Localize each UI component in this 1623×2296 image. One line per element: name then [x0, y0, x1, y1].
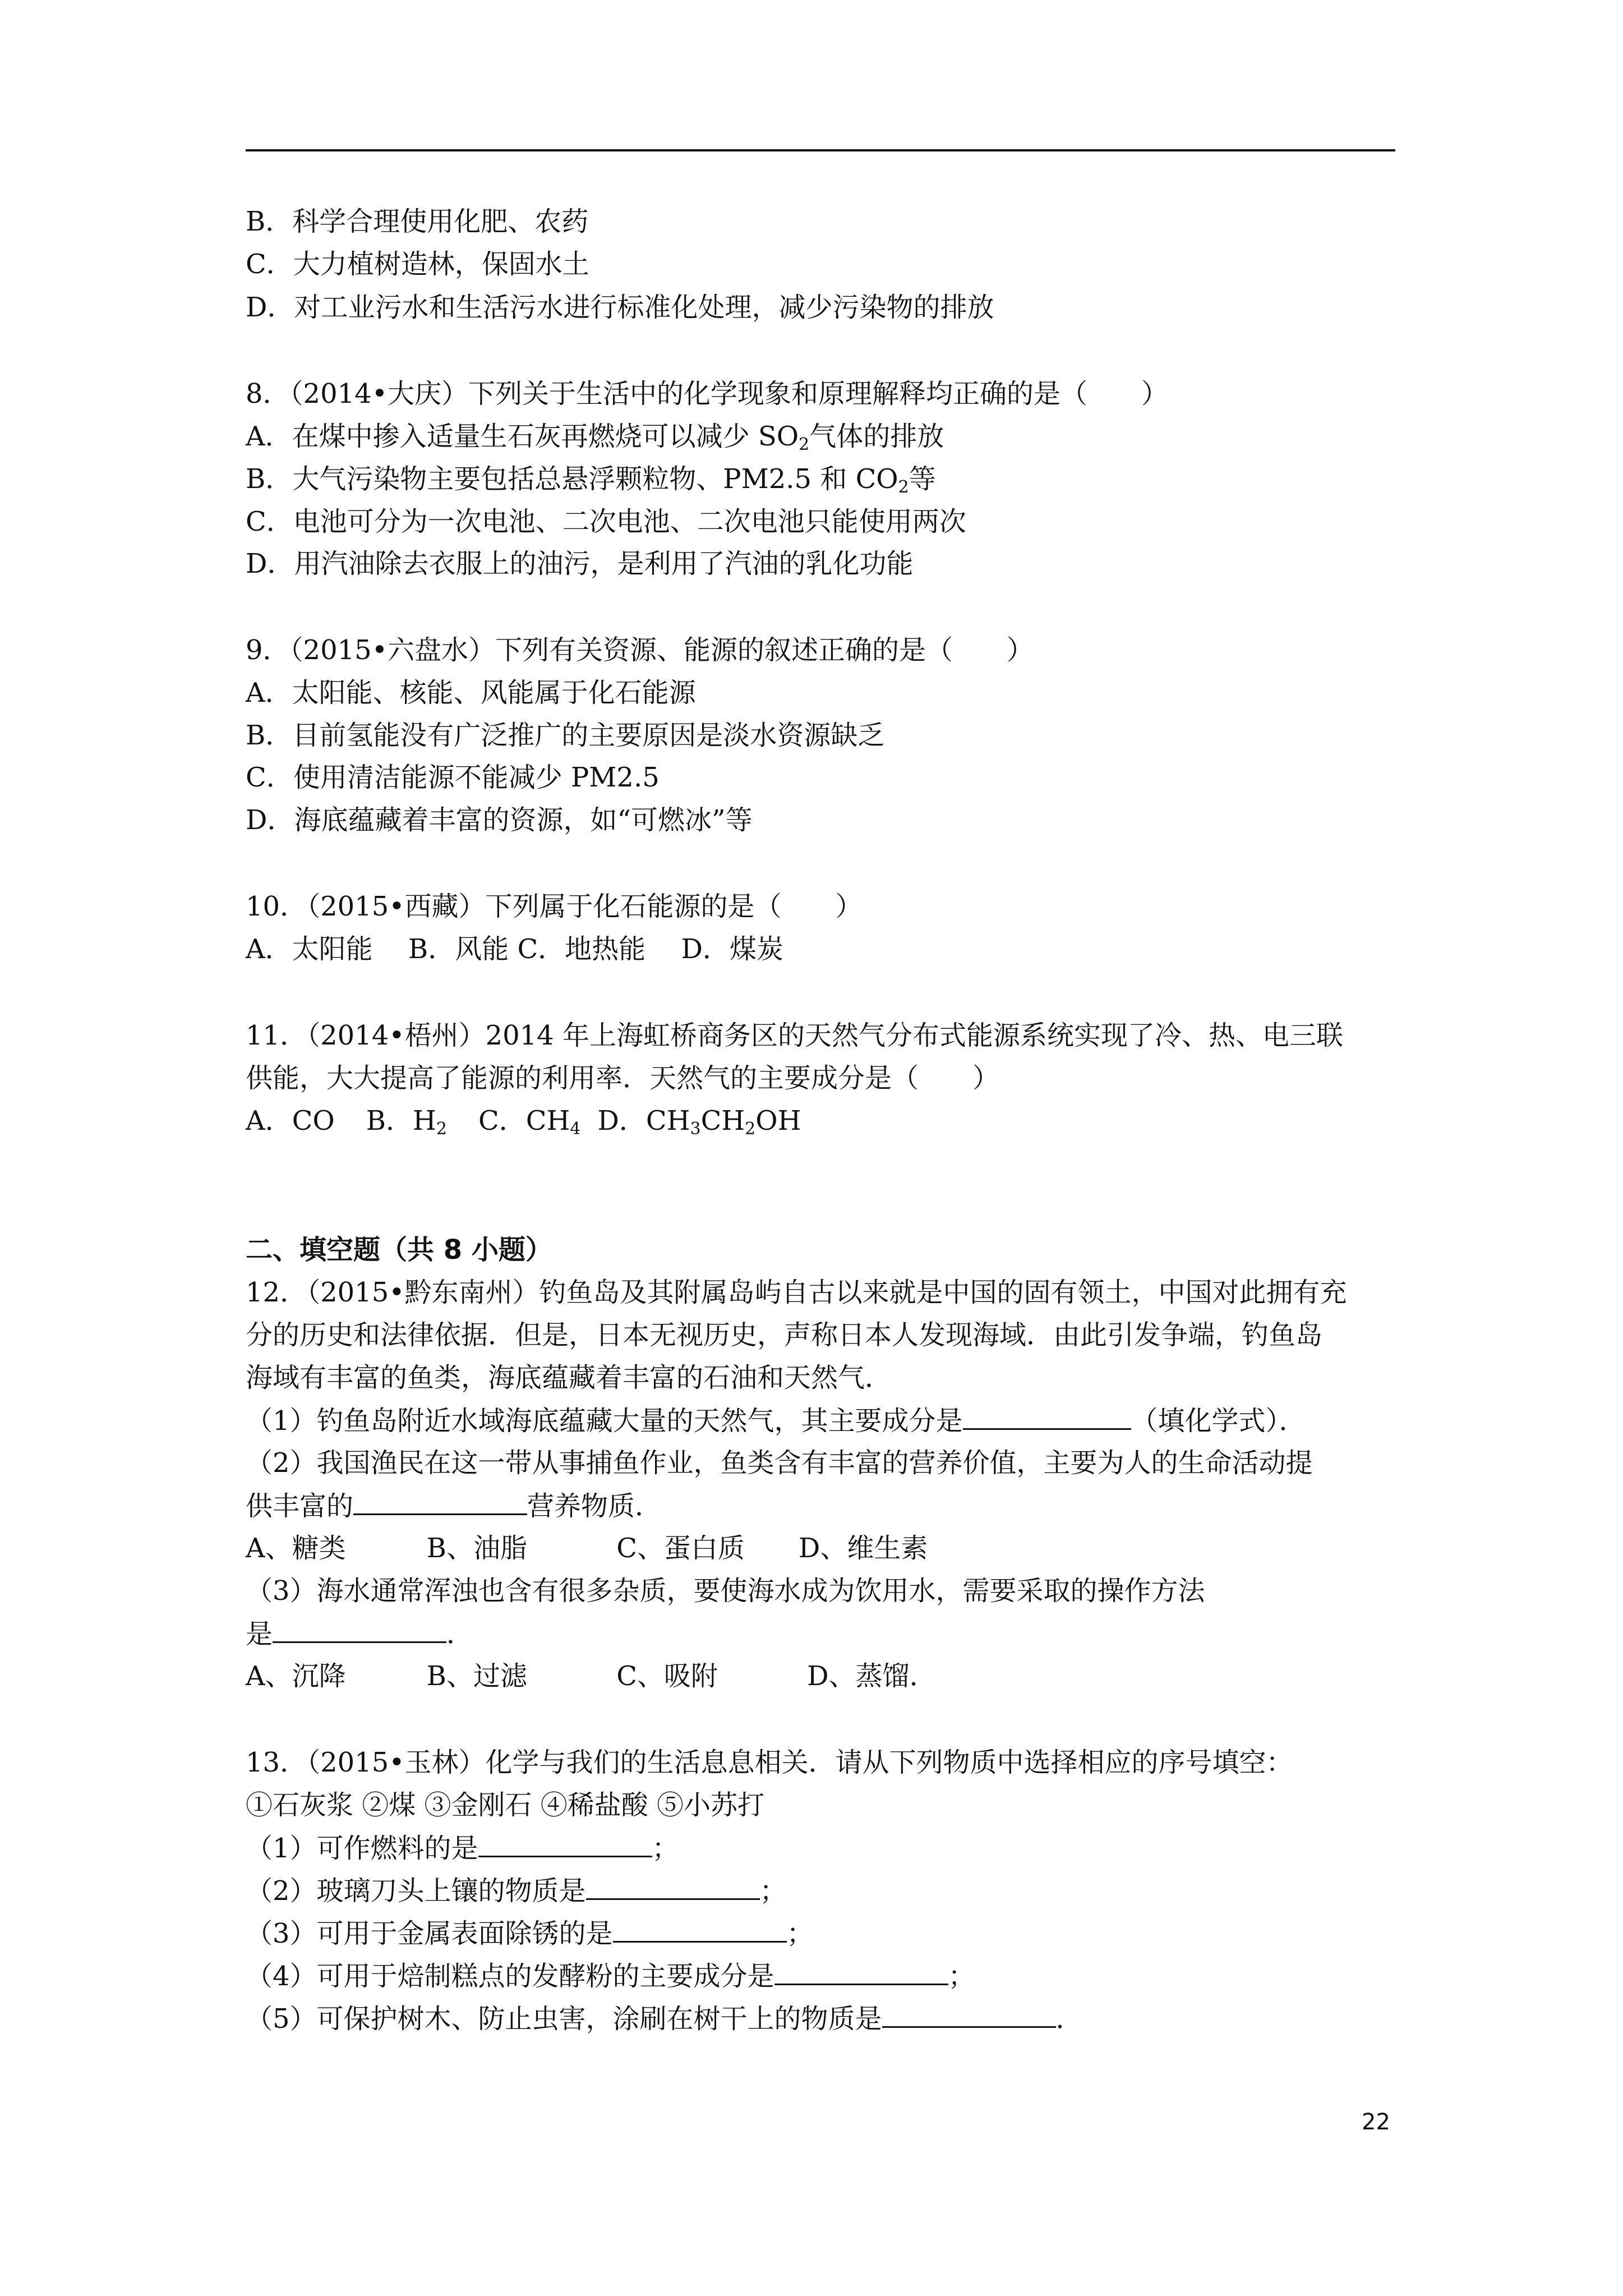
- answer-blank[interactable]: [586, 1872, 760, 1900]
- q11-stem-line2: 供能，大大提高了能源的利用率．天然气的主要成分是（ ）: [246, 1062, 1000, 1094]
- q8-option-b: B．大气污染物主要包括总悬浮颗粒物、PM2.5 和 $CO_2$等: [246, 463, 936, 497]
- q13-materials: ①石灰浆 ②煤 ③金刚石 ④稀盐酸 ⑤小苏打: [246, 1789, 765, 1821]
- q9-option-d: D．海底蕴藏着丰富的资源，如“可燃冰”等: [246, 804, 753, 836]
- answer-blank[interactable]: [478, 1830, 652, 1857]
- q13-part5: （5）可保护树木、防止虫害，涂刷在树干上的物质是 ．: [246, 2000, 1083, 2037]
- answer-blank[interactable]: [273, 1616, 446, 1643]
- q12-stem-line2: 分的历史和法律依据．但是，日本无视历史，声称日本人发现海域．由此引发争端，钓鱼岛: [246, 1319, 1323, 1351]
- q11-options: A．CO B．$H_2$ C．$CH_4$ D．$CH_3CH_2OH$: [246, 1105, 801, 1139]
- q8-option-a: A．在煤中掺入适量生石灰再燃烧可以减少 $SO_2$气体的排放: [246, 421, 944, 454]
- q13-part2: （2）玻璃刀头上镶的物质是 ；: [246, 1872, 787, 1909]
- q13-part1: （1）可作燃料的是 ；: [246, 1830, 679, 1866]
- prev-option-d: D．对工业污水和生活污水进行标准化处理，减少污染物的排放: [246, 292, 994, 323]
- header-rule: [246, 149, 1395, 151]
- q12-part3-options: A、沉降 B、过滤 C、吸附 D、蒸馏．: [246, 1660, 937, 1692]
- q9-option-c: C．使用清洁能源不能减少 PM2.5: [246, 762, 660, 793]
- section-heading-fill-in: 二、填空题（共 8 小题）: [246, 1234, 552, 1266]
- q12-part2-options: A、糖类 B、油脂 C、蛋白质 D、维生素: [246, 1533, 928, 1564]
- q9-option-a: A．太阳能、核能、风能属于化石能源: [246, 677, 696, 708]
- prev-option-b: B．科学合理使用化肥、农药: [246, 206, 589, 237]
- q12-part2-line1: （2）我国渔民在这一带从事捕鱼作业，鱼类含有丰富的营养价值，主要为人的生命活动提: [246, 1447, 1313, 1479]
- answer-blank[interactable]: [613, 1915, 787, 1943]
- q10-stem: 10．（2015•西藏）下列属于化石能源的是（ ）: [246, 891, 863, 922]
- q13-part4: （4）可用于焙制糕点的发酵粉的主要成分是 ；: [246, 1958, 975, 1994]
- q12-part2-line2: 供丰富的 营养物质．: [246, 1488, 662, 1524]
- answer-blank[interactable]: [963, 1402, 1131, 1430]
- q9-option-b: B．目前氢能没有广泛推广的主要原因是淡水资源缺乏: [246, 720, 885, 751]
- q13-stem: 13．（2015•玉林）化学与我们的生活息息相关．请从下列物质中选择相应的序号填空：: [246, 1747, 1293, 1778]
- q12-part3-line1: （3）海水通常浑浊也含有很多杂质，要使海水成为饮用水，需要采取的操作方法: [246, 1575, 1205, 1607]
- q12-part1: （1）钓鱼岛附近水域海底蕴藏大量的天然气，其主要成分是 （填化学式）．: [246, 1402, 1306, 1439]
- q8-stem: 8．（2014•大庆）下列关于生活中的化学现象和原理解释均正确的是（ ）: [246, 378, 1169, 409]
- q8-option-c: C．电池可分为一次电池、二次电池、二次电池只能使用两次: [246, 506, 966, 537]
- q10-options: A．太阳能 B．风能 C．地热能 D．煤炭: [246, 933, 783, 965]
- q8-option-d: D．用汽油除去衣服上的油污，是利用了汽油的乳化功能: [246, 548, 914, 579]
- prev-option-c: C．大力植树造林，保固水土: [246, 249, 589, 280]
- answer-blank[interactable]: [353, 1488, 527, 1515]
- q12-stem-line3: 海域有丰富的鱼类，海底蕴藏着丰富的石油和天然气．: [246, 1362, 892, 1393]
- q12-stem-line1: 12．（2015•黔东南州）钓鱼岛及其附属岛屿自古以来就是中国的固有领土，中国对此拥有充: [246, 1277, 1347, 1308]
- q12-part3-line2: 是 ．: [246, 1616, 473, 1652]
- page-number: 22: [1362, 2109, 1390, 2135]
- answer-blank[interactable]: [774, 1958, 948, 1985]
- q11-stem-line1: 11．（2014•梧州）2014 年上海虹桥商务区的天然气分布式能源系统实现了冷、热、电三联: [246, 1020, 1343, 1051]
- answer-blank[interactable]: [882, 2000, 1056, 2028]
- q13-part3: （3）可用于金属表面除锈的是 ；: [246, 1915, 814, 1952]
- q9-stem: 9．（2015•六盘水）下列有关资源、能源的叙述正确的是（ ）: [246, 634, 1034, 666]
